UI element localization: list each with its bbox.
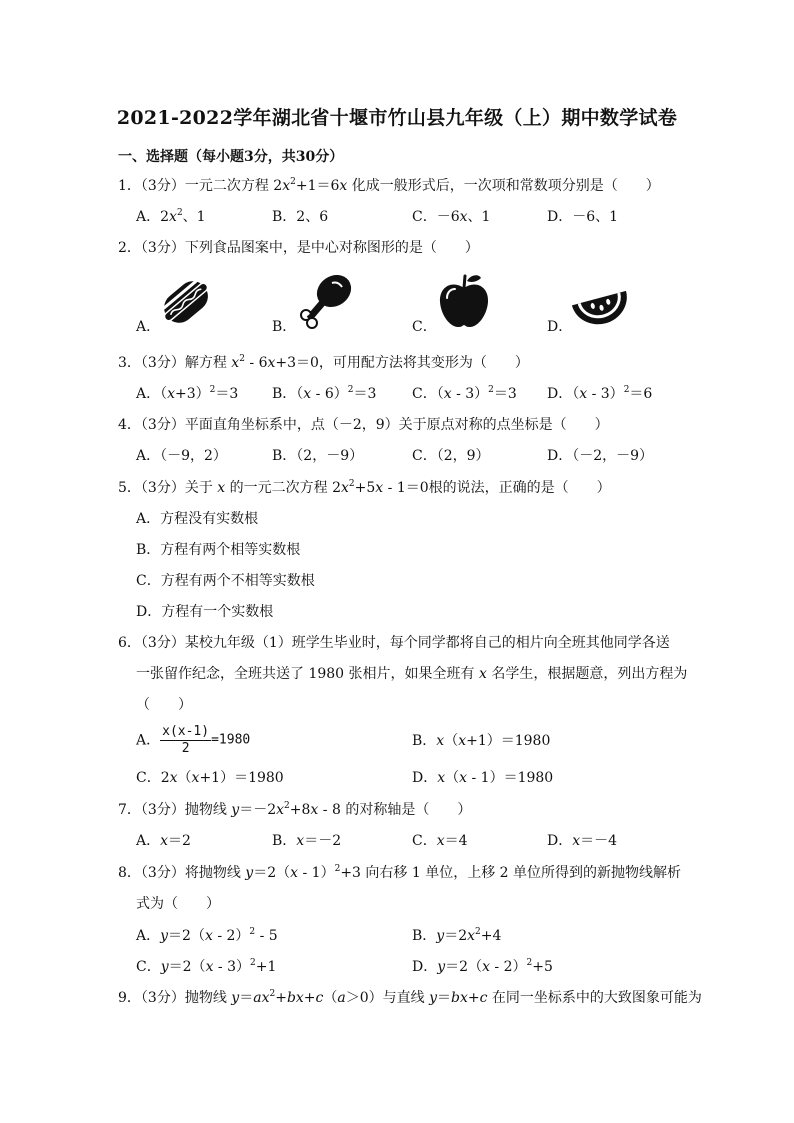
q3-option-d[interactable]: D．（x - 3）$^2$＝6 bbox=[547, 385, 653, 402]
question-2: 2．（3分）下列食品图案中，是中心对称图形的是（ ） bbox=[118, 240, 479, 256]
q4-option-c[interactable]: C．（2，9） bbox=[412, 448, 490, 464]
question-6-line3: （ ） bbox=[136, 697, 192, 713]
question-9: 9．（3分）抛物线 $y=ax^2+bx+c(a>0)$与直线 y＝bx+c 在同一坐标系中的大致图象可能为 bbox=[118, 989, 702, 1006]
q8-option-b[interactable]: B．$y=2x^2+4$ bbox=[412, 927, 502, 944]
q1-option-b[interactable]: B．2、6 bbox=[272, 209, 329, 225]
q6-option-a[interactable]: A． $\frac{x(x-1)}{2}$ =1980 bbox=[136, 724, 251, 756]
q4-option-a[interactable]: A．（－9，2） bbox=[136, 448, 227, 464]
q8-option-d[interactable]: D．y＝2（x - 2）$^2$+5 bbox=[412, 958, 553, 975]
q3-option-a[interactable]: A．$(x+3)^2=3$ bbox=[136, 385, 239, 402]
q8-option-c[interactable]: C．y＝2（x - 3）$^2$+1 bbox=[136, 958, 277, 975]
question-4: 4．（3分）平面直角坐标系中，点（－2，9）关于原点对称的点坐标是（ ） bbox=[118, 417, 609, 433]
q1-option-a[interactable]: A．$2x^2$、1 bbox=[136, 208, 206, 225]
question-7: 7．（3分）抛物线 $y=-2x^2+8x - 8$ 的对称轴是（ ） bbox=[118, 801, 472, 818]
section-heading: 一、选择题（每小题3分，共30分） bbox=[118, 149, 344, 165]
q5-option-d[interactable]: D．方程有一个实数根 bbox=[136, 604, 274, 620]
q6-option-c[interactable]: C．2x（x+1）＝1980 bbox=[136, 770, 284, 786]
question-5: 5．（3分）关于 x 的一元二次方程 $2x^2+5x - 1=0$根的说法，正确的是（ ） bbox=[118, 479, 611, 496]
q4-option-d[interactable]: D．（－2，－9） bbox=[547, 448, 654, 464]
question-6: 6．（3分）某校九年级（1）班学生毕业时，每个同学都将自己的相片向全班其他同学各送 bbox=[118, 635, 670, 651]
q2-option-d[interactable]: D． bbox=[547, 319, 573, 335]
q7-option-c[interactable]: C．x＝4 bbox=[412, 833, 468, 849]
q8-option-a[interactable]: A．y＝2（x - 2）$^2$ - 5 bbox=[136, 927, 278, 944]
q7-option-d[interactable]: D．x＝－4 bbox=[547, 833, 618, 849]
question-6-line2: 一张留作纪念，全班共送了 1980 张相片，如果全班有 x 名学生，根据题意，列出方程为 bbox=[136, 666, 688, 682]
q2-option-b[interactable]: B． bbox=[272, 319, 297, 335]
q4-option-b[interactable]: B．（2，－9） bbox=[272, 448, 364, 464]
q5-option-b[interactable]: B．方程有两个相等实数根 bbox=[136, 542, 301, 558]
q1-option-d[interactable]: D．－6、1 bbox=[547, 209, 619, 225]
q3-option-b[interactable]: B．（x - 6）$^2$＝3 bbox=[272, 385, 377, 402]
question-1: 1．（3分）一元二次方程 $2x^2+1=6x$ 化成一般形式后，一次项和常数项分别是（ ） bbox=[118, 177, 660, 194]
q7-option-b[interactable]: B．x＝－2 bbox=[272, 833, 342, 849]
question-8-line2: 式为（ ） bbox=[136, 896, 220, 912]
hotdog-icon bbox=[160, 273, 212, 331]
q6-option-d[interactable]: D．x（x - 1）＝1980 bbox=[412, 770, 554, 786]
watermelon-icon bbox=[570, 276, 630, 328]
q5-option-a[interactable]: A．方程没有实数根 bbox=[136, 511, 259, 527]
q5-option-c[interactable]: C．方程有两个不相等实数根 bbox=[136, 573, 315, 589]
question-3: 3．（3分）解方程 $x^2 - 6x+3=0$，可用配方法将其变形为（ ） bbox=[118, 354, 529, 371]
q2-option-a[interactable]: A． bbox=[136, 319, 161, 335]
apple-icon bbox=[435, 272, 493, 330]
q7-option-a[interactable]: A．x＝2 bbox=[136, 833, 191, 849]
page-title: 2021-2022学年湖北省十堰市竹山县九年级（上）期中数学试卷 bbox=[116, 107, 678, 129]
q2-option-c[interactable]: C． bbox=[412, 319, 437, 335]
q3-option-c[interactable]: C．（x - 3）$^2$＝3 bbox=[412, 385, 517, 402]
q6-option-b[interactable]: B．x（x+1）＝1980 bbox=[412, 733, 551, 749]
question-8: 8．（3分）将抛物线 y＝2（x - 1）$^2$+3 向右移 1 单位，上移 2 单位所得到的新抛物线解析 bbox=[118, 864, 682, 881]
q1-option-c[interactable]: C．－6x、1 bbox=[412, 209, 491, 225]
chicken-leg-icon bbox=[296, 271, 354, 331]
fraction: $\frac{x(x-1)}{2}$ bbox=[162, 724, 210, 756]
